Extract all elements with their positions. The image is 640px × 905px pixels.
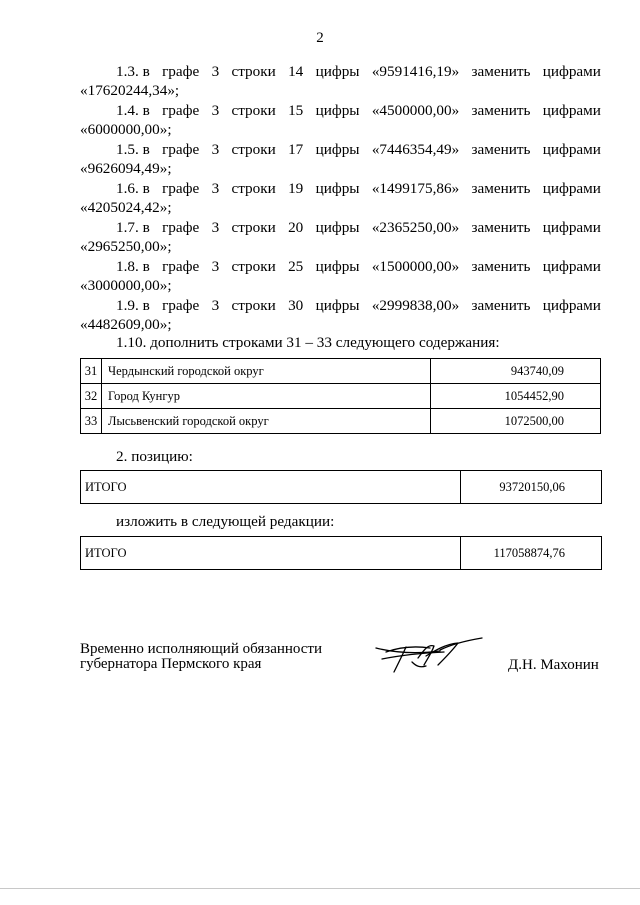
amendment-new-value: «17620244,34»; [80,82,180,99]
table-row [81,384,601,409]
item-token: 1.8. в [116,258,150,275]
row-name: Чердынский городской округ [102,359,431,384]
item-token: цифры [315,63,360,80]
item-token: графе [162,102,200,119]
amendment-item-line [80,179,601,198]
signer-title [80,642,322,672]
total-label: ИТОГО [81,537,461,570]
item-token: заменить [471,297,531,314]
amendment-item [80,62,601,100]
item-token: строки [231,258,276,275]
item-token: 3 [211,102,220,119]
amendment-item [80,101,601,139]
item-token: 20 [288,219,304,236]
signer-name: Д.Н. Махонин [508,657,599,673]
item-token: строки [231,297,276,314]
item-token: 1.9. в [116,297,150,314]
item-token: 25 [288,258,304,275]
item-token: цифрами [542,102,601,119]
item-token: заменить [471,180,531,197]
table-row [81,471,602,504]
item-token: 3 [211,180,220,197]
inserted-rows-table [80,358,601,434]
row-value: 943740,09 [431,359,601,384]
page-bottom-rule [0,888,640,889]
table-row [81,359,601,384]
item-token: цифрами [542,180,601,197]
item-token: 30 [288,297,304,314]
item-token: графе [162,219,200,236]
item-token: строки [231,141,276,158]
amendment-new-value: «4205024,42»; [80,199,172,216]
item-token: «2365250,00» [371,219,460,236]
item-token: цифрами [542,141,601,158]
item-token: графе [162,180,200,197]
item-token: строки [231,102,276,119]
item-token: 14 [288,63,304,80]
item-token: «4500000,00» [371,102,460,119]
amendment-item-line [80,62,601,81]
row-value: 1054452,90 [431,384,601,409]
item-token: 3 [211,141,220,158]
amendment-new-value: «4482609,00»; [80,316,172,333]
total-label: ИТОГО [81,471,461,504]
amendment-item [80,218,601,256]
row-number: 32 [81,384,102,409]
item-token: 1.5. в [116,141,150,158]
amendment-item-line [80,296,601,315]
item-token: «2999838,00» [371,297,460,314]
item-token: графе [162,141,200,158]
item-token: заменить [471,63,531,80]
row-name: Лысьвенский городской округ [102,409,431,434]
row-number: 31 [81,359,102,384]
item-token: 3 [211,297,220,314]
item-token: строки [231,219,276,236]
item-token: цифрами [542,219,601,236]
intro-paragraph: 1.10. дополнить строками 31 – 33 следующего содержания: [116,334,500,351]
row-name: Город Кунгур [102,384,431,409]
item-token: 1.7. в [116,219,150,236]
item-token: строки [231,180,276,197]
amendment-item-line [80,218,601,237]
item-token: 1.6. в [116,180,150,197]
item-token: цифрами [542,63,601,80]
total-value: 117058874,76 [461,537,602,570]
amendment-item-line [80,140,601,159]
item-token: 1.3. в [116,63,150,80]
amendment-item-line [80,257,601,276]
total-old-table [80,470,602,504]
item-token: цифры [315,141,360,158]
amendment-new-value: «2965250,00»; [80,238,172,255]
amendment-new-value: «3000000,00»; [80,277,172,294]
table-row [81,409,601,434]
page-number: 2 [316,30,324,46]
table-row [81,537,602,570]
item-token: заменить [471,141,531,158]
restate-paragraph: изложить в следующей редакции: [116,513,335,530]
item-token: 3 [211,63,220,80]
item-token: 3 [211,258,220,275]
item-token: 15 [288,102,304,119]
item-token: графе [162,63,200,80]
item-token: цифры [315,297,360,314]
item-token: 1.4. в [116,102,150,119]
item-token: цифры [315,180,360,197]
amendment-items [80,62,601,335]
item-token: 3 [211,219,220,236]
row-number: 33 [81,409,102,434]
amendment-item [80,296,601,334]
total-value: 93720150,06 [461,471,602,504]
item-token: графе [162,297,200,314]
row-value: 1072500,00 [431,409,601,434]
item-token: заменить [471,102,531,119]
item-token: цифры [315,258,360,275]
item-token: «1500000,00» [371,258,460,275]
item-token: строки [231,63,276,80]
amendment-new-value: «9626094,49»; [80,160,172,177]
signer-title-line: Временно исполняющий обязанности [80,641,323,657]
item-token: цифрами [542,297,601,314]
item-token: цифры [315,219,360,236]
amendment-new-value: «6000000,00»; [80,121,172,138]
item-token: «9591416,19» [371,63,460,80]
item-token: цифры [315,102,360,119]
signer-title-line: губернатора Пермского края [80,656,262,672]
item-token: цифрами [542,258,601,275]
item-token: графе [162,258,200,275]
item-token: 19 [288,180,304,197]
amendment-item [80,257,601,295]
amendment-item [80,179,601,217]
item-token: 17 [288,141,304,158]
item-token: заменить [471,258,531,275]
amendment-item-line [80,101,601,120]
item-token: заменить [471,219,531,236]
total-new-table [80,536,602,570]
handwritten-signature [372,632,494,680]
position-paragraph: 2. позицию: [116,448,193,465]
amendment-item [80,140,601,178]
item-token: «7446354,49» [371,141,460,158]
item-token: «1499175,86» [371,180,460,197]
